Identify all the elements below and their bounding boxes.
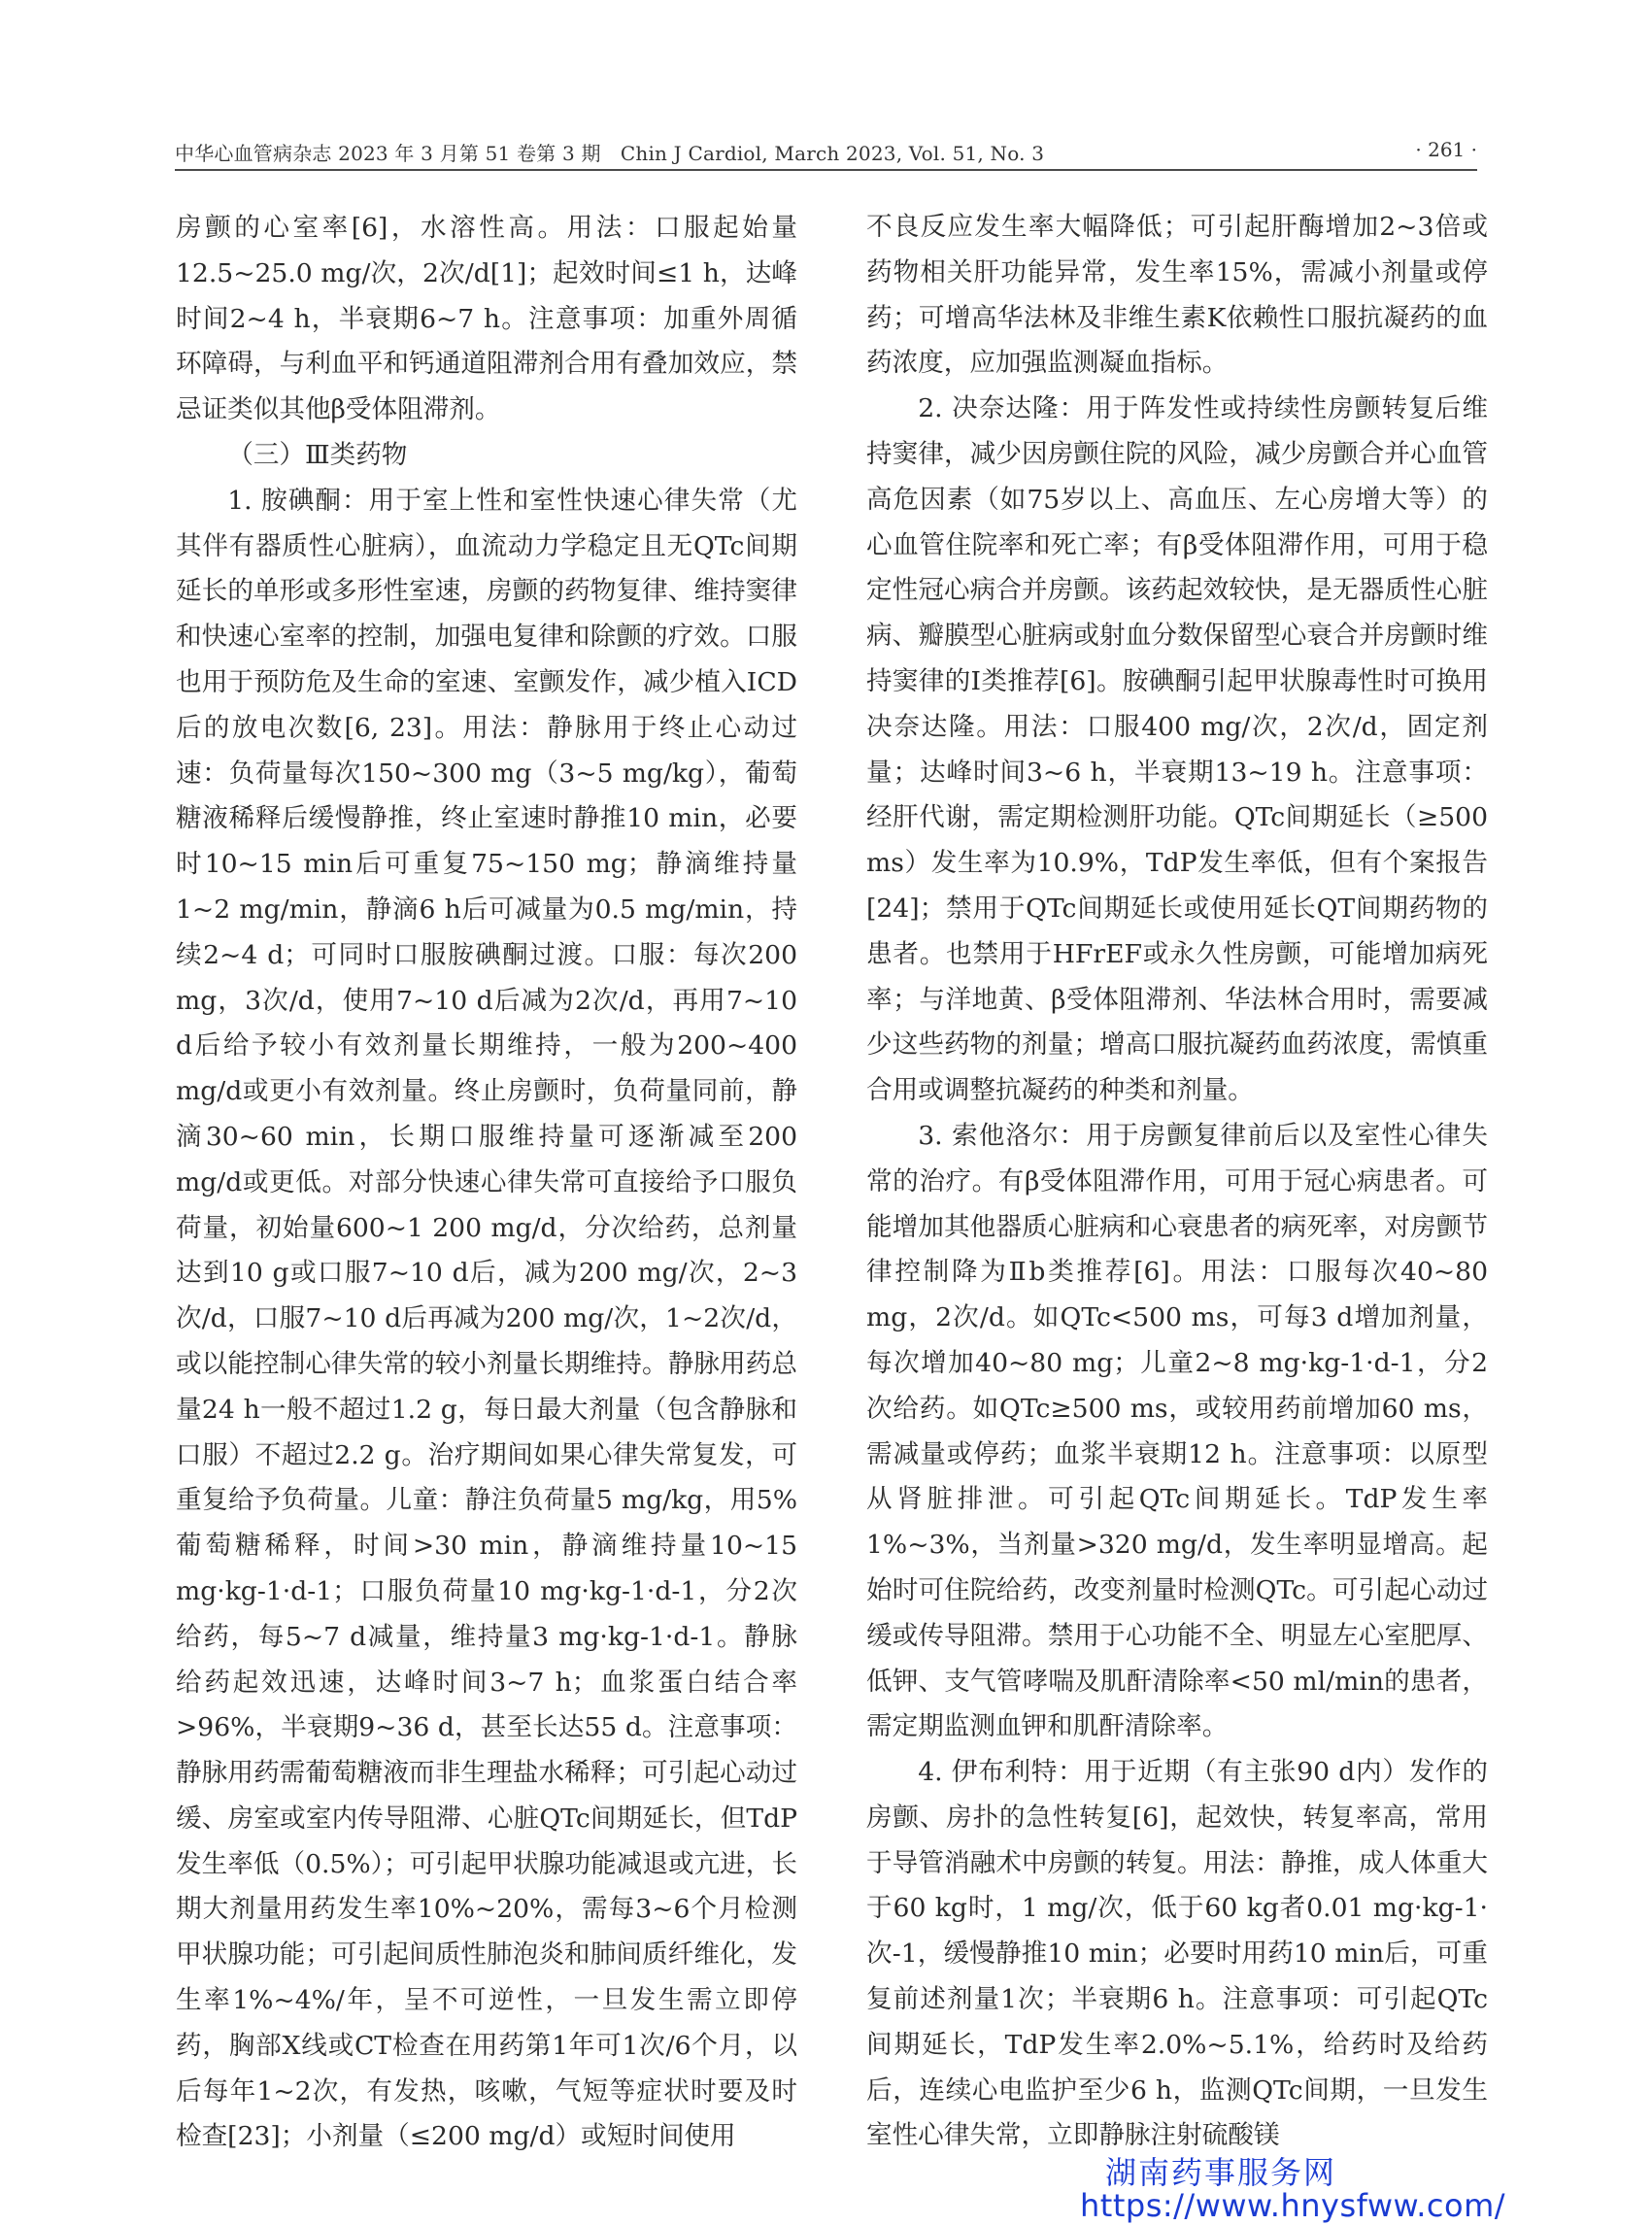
paragraph-amiodarone: 1. 胺碘酮：用于室上性和室性快速心律失常（尤其伴有器质性心脏病），血流动力学稳定且无QTc间期延长的单形或多形性室速，房颤的药物复律、维持窦律和快速心室率的控制，加强电复律和除颤的疗效。口服也用于预防危及生命的室速、室颤发作，减少植入ICD后的放电次数[6, 23]。用法：静脉用于终止心动过速：负荷量每次150~300 mg（3~5 mg/kg），葡萄糖液稀释后缓慢静推，终止室速时静推10 min，必要时10~15 min后可重复75~150 mg；静滴维持量1~2 mg/min，静滴6 h后可减量为0.5 mg/min，持续2~4 d；可同时口服胺碘酮过渡。口服：每次200 mg，3次/d，使用7~10 d后减为2次/d，再用7~10 d后给予较小有效剂量长期维持，一般为200~400 mg/d或更小有效剂量。终止房颤时，负荷量同前，静滴30~60 min，长期口服维持量可逐渐减至200 mg/d或更低。对部分快速心律失常可直接给予口服负荷量，初始量600~1 200 mg/d，分次给药，总剂量达到10 g或口服7~10 d后，减为200 mg/次，2~3次/d，口服7~10 d后再减为200 mg/次，1~2次/d，或以能控制心律失常的较小剂量长期维持。静脉用药总量24 h一般不超过1.2 g，每日最大剂量（包含静脉和口服）不超过2.2 g。治疗期间如果心律失常复发，可重复给予负荷量。儿童：静注负荷量5 mg/kg，用5%葡萄糖稀释，时间>30 min，静滴维持量10~15 mg·kg-1·d-1；口服负荷量10 mg·kg-1·d-1，分2次给药，每5~7 d减量，维持量3 mg·kg-1·d-1。静脉给药起效迅速，达峰时间3~7 h；血浆蛋白结合率>96%，半衰期9~36 d，甚至长达55 d。注意事项：静脉用药需葡萄糖液而非生理盐水稀释；可引起心动过缓、房室或室内传导阻滞、心脏QTc间期延长，但TdP发生率低（0.5%）；可引起甲状腺功能减退或亢进，长期大剂量用药发生率10%~20%，需每3~6个月检测甲状腺功能；可引起间质性肺泡炎和肺间质纤维化，发生率1%~4%/年，呈不可逆性，一旦发生需立即停药，胸部X线或CT检查在用药第1年可1次/6个月，以后每年1~2次，有发热，咳嗽，气短等症状时要及时检查[23]；小剂量（≤200 mg/d）或短时间使用 [176,485,797,2152]
paragraph-ibutilide: 4. 伊布利特：用于近期（有主张90 d内）发作的房颤、房扑的急性转复[6]，起效快，转复率高，常用于导管消融术中房颤的转复。用法：静推，成人体重大于60 kg时，1 mg/次，低于60 kg者0.01 mg·kg-1·次-1，缓慢静推10 min；必要时用药10 min后，可重复前述剂量1次；半衰期6 h。注意事项：可引起QTc间期延长，TdP发生率2.0%~5.1%，给药时及给药后，连续心电监护至少6 h，监测QTc间期，一旦发生室性心律失常，立即静脉注射硫酸镁 [866,1757,1488,2151]
left-text-column [176,206,797,2160]
page-number: · 261 · [1415,138,1477,161]
right-text-column [866,205,1488,2159]
paragraph-continued: 房颤的心室率[6]，水溶性高。用法：口服起始量12.5~25.0 mg/次，2次/d[1]；起效时间≤1 h，达峰时间2~4 h，半衰期6~7 h。注意事项：加重外周循环障碍，与利血平和钙通道阻滞剂合用有叠加效应，禁忌证类似其他β受体阻滞剂。 [176,213,797,425]
paragraph-sotalol: 3. 索他洛尔：用于房颤复律前后以及室性心律失常的治疗。有β受体阻滞作用，可用于冠心病患者。可能增加其他器质心脏病和心衰患者的病死率，对房颤节律控制降为Ⅱb类推荐[6]。用法：口服每次40~80 mg，2次/d。如QTc<500 ms，可每3 d增加剂量，每次增加40~80 mg；儿童2~8 mg·kg-1·d-1，分2次给药。如QTc≥500 ms，或较用药前增加60 ms，需减量或停药；血浆半衰期12 h。注意事项：以原型从肾脏排泄。可引起QTc间期延长。TdP发生率1%~3%，当剂量>320 mg/d，发生率明显增高。起始时可住院给药，改变剂量时检测QTc。可引起心动过缓或传导阻滞。禁用于心功能不全、明显左心室肥厚、低钾、支气管哮喘及肌酐清除率<50 ml/min的患者，需定期监测血钾和肌酐清除率。 [866,1120,1488,1742]
journal-citation: 中华心血管病杂志 2023 年 3 月第 51 卷第 3 期 Chin J Cardiol, March 2023, Vol. 51, No. 3 [175,142,1045,165]
paragraph-dronedarone: 2. 决奈达隆：用于阵发性或持续性房颤转复后维持窦律，减少因房颤住院的风险，减少房颤合并心血管高危因素（如75岁以上、高血压、左心房增大等）的心血管住院率和死亡率；有β受体阻滞作用，可用于稳定性冠心病合并房颤。该药起效较快，是无器质性心脏病、瓣膜型心脏病或射血分数保留型心衰合并房颤时维持窦律的Ⅰ类推荐[6]。胺碘酮引起甲状腺毒性时可换用决奈达隆。用法：口服400 mg/次，2次/d，固定剂量；达峰时间3~6 h，半衰期13~19 h。注意事项：经肝代谢，需定期检测肝功能。QTc间期延长（≥500 ms）发生率为10.9%，TdP发生率低，但有个案报告[24]；禁用于QTc间期延长或使用延长QT间期药物的患者。也禁用于HFrEF或永久性房颤，可能增加病死率；与洋地黄、β受体阻滞剂、华法林合用时，需要减少这些药物的剂量；增高口服抗凝药血药浓度，需慎重合用或调整抗凝药的种类和剂量。 [866,393,1488,1106]
watermark-url[interactable]: https://www.hnysfww.com/ [1080,2187,1506,2224]
running-header [175,134,1477,171]
paragraph-amiodarone-continued: 不良反应发生率大幅降低；可引起肝酶增加2~3倍或药物相关肝功能异常，发生率15%，需减小剂量或停药；可增高华法林及非维生素K依赖性口服抗凝药的血药浓度，应加强监测凝血指标。 [866,212,1488,379]
section-heading-class-iii: （三）Ⅲ类药物 [227,439,408,470]
watermark-site-name: 湖南药事服务网 [1105,2154,1337,2191]
